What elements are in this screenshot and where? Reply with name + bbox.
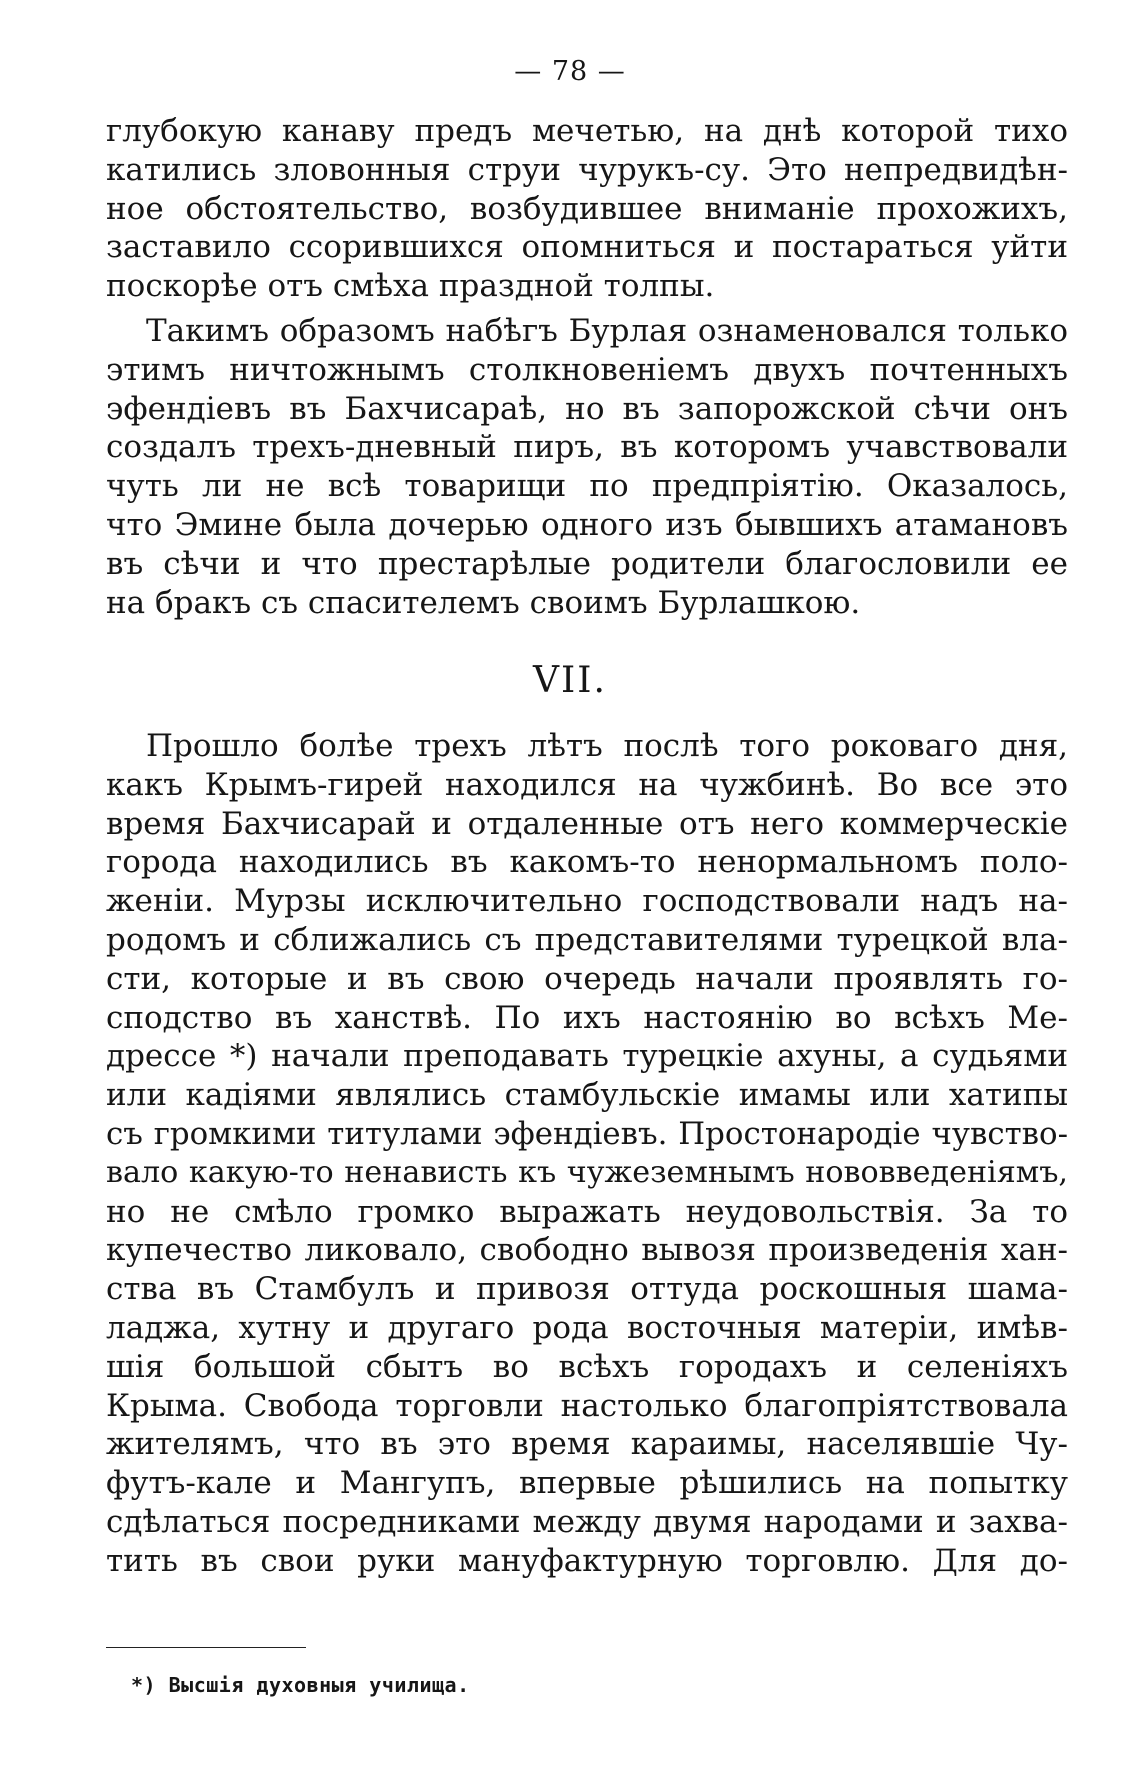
text-line: или кадіями являлись стамбульскіе имамы или хатипы (106, 1077, 1068, 1114)
text-line: Такимъ образомъ набѣгъ Бурлая ознаменовался только (146, 313, 1068, 349)
paragraph-1 (106, 112, 1068, 306)
text-line: тить въ свои руки мануфактурную торговлю. Для до- (106, 1542, 1068, 1579)
text-line: поскорѣе отъ смѣха праздной толпы. (106, 268, 715, 305)
text-line: сдѣлаться посредниками между двумя народами и захва- (106, 1503, 1068, 1540)
text-line: что Эмине была дочерью одного изъ бывшихъ атамановъ (106, 506, 1068, 543)
footnote: *) Высшія духовныя училища. (131, 1673, 470, 1697)
text-line: города находились въ какомъ-то ненормальномъ поло- (106, 844, 1068, 881)
text-line: ладжа, хутну и другаго рода восточныя матеріи, имѣв- (106, 1309, 1068, 1346)
text-line: футъ-кале и Мангупъ, впервые рѣшились на попытку (106, 1465, 1068, 1502)
text-line: чуть ли не всѣ товарищи по предпріятію. Оказалось, (106, 468, 1068, 505)
text-line: родомъ и сближались съ представителями турецкой вла- (106, 921, 1068, 958)
text-line: но не смѣло громко выражать неудовольствія. За то (106, 1193, 1068, 1230)
paragraph-3 (106, 727, 1068, 1581)
text-line: жителямъ, что въ это время караимы, населявшіе Чу- (106, 1426, 1068, 1463)
text-line: Прошло болѣе трехъ лѣтъ послѣ того роковаго дня, (146, 728, 1068, 764)
text-line: время Бахчисарай и отдаленные отъ него коммерческіе (106, 805, 1068, 842)
text-line: купечество ликовало, свободно вывозя произведенія хан- (106, 1232, 1068, 1269)
text-line: на бракъ съ спасителемъ своимъ Бурлашкою. (106, 584, 861, 621)
page-number: — 78 — (514, 56, 626, 87)
text-line: какъ Крымъ-гирей находился на чужбинѣ. Во все это (106, 766, 1068, 803)
text-line: вало какую-то ненависть къ чужеземнымъ нововведеніямъ, (106, 1154, 1068, 1190)
text-line: Крыма. Свобода торговли настолько благопріятствовала (106, 1387, 1068, 1424)
text-line: ное обстоятельство, возбудившее вниманіе прохожихъ, (106, 190, 1068, 227)
text-line: эфендіевъ въ Бахчисараѣ, но въ запорожской сѣчи онъ (106, 390, 1068, 427)
chapter-heading: VII. (533, 660, 607, 701)
text-line: въ сѣчи и что престарѣлые родители благословили ее (106, 545, 1068, 582)
text-line: женіи. Мурзы исключительно господствовали надъ на- (106, 883, 1068, 920)
text-line: этимъ ничтожнымъ столкновеніемъ двухъ почтенныхъ (106, 351, 1068, 388)
text-line: катились зловонныя струи чурукъ-су. Это непредвидѣн- (106, 151, 1068, 188)
text-line: сти, которые и въ свою очередь начали проявлять го- (106, 960, 1068, 997)
text-line: шія большой сбытъ во всѣхъ городахъ и селеніяхъ (106, 1348, 1068, 1385)
text-line: съ громкими титулами эфендіевъ. Простонародіе чувство- (106, 1115, 1068, 1152)
footnote-divider (106, 1647, 306, 1648)
text-line: сподство въ ханствѣ. По ихъ настоянію во всѣхъ Ме- (106, 999, 1068, 1036)
text-line: глубокую канаву предъ мечетью, на днѣ которой тихо (106, 113, 1068, 149)
text-line: ства въ Стамбулъ и привозя оттуда роскошныя шама- (106, 1271, 1068, 1308)
text-line: дрессе *) начали преподавать турецкіе ахуны, а судьями (106, 1038, 1068, 1075)
text-line: заставило ссорившихся опомниться и постараться уйти (106, 229, 1068, 266)
paragraph-2 (106, 312, 1068, 622)
text-line: создалъ трехъ-дневный пиръ, въ которомъ учавствовали (106, 429, 1068, 466)
